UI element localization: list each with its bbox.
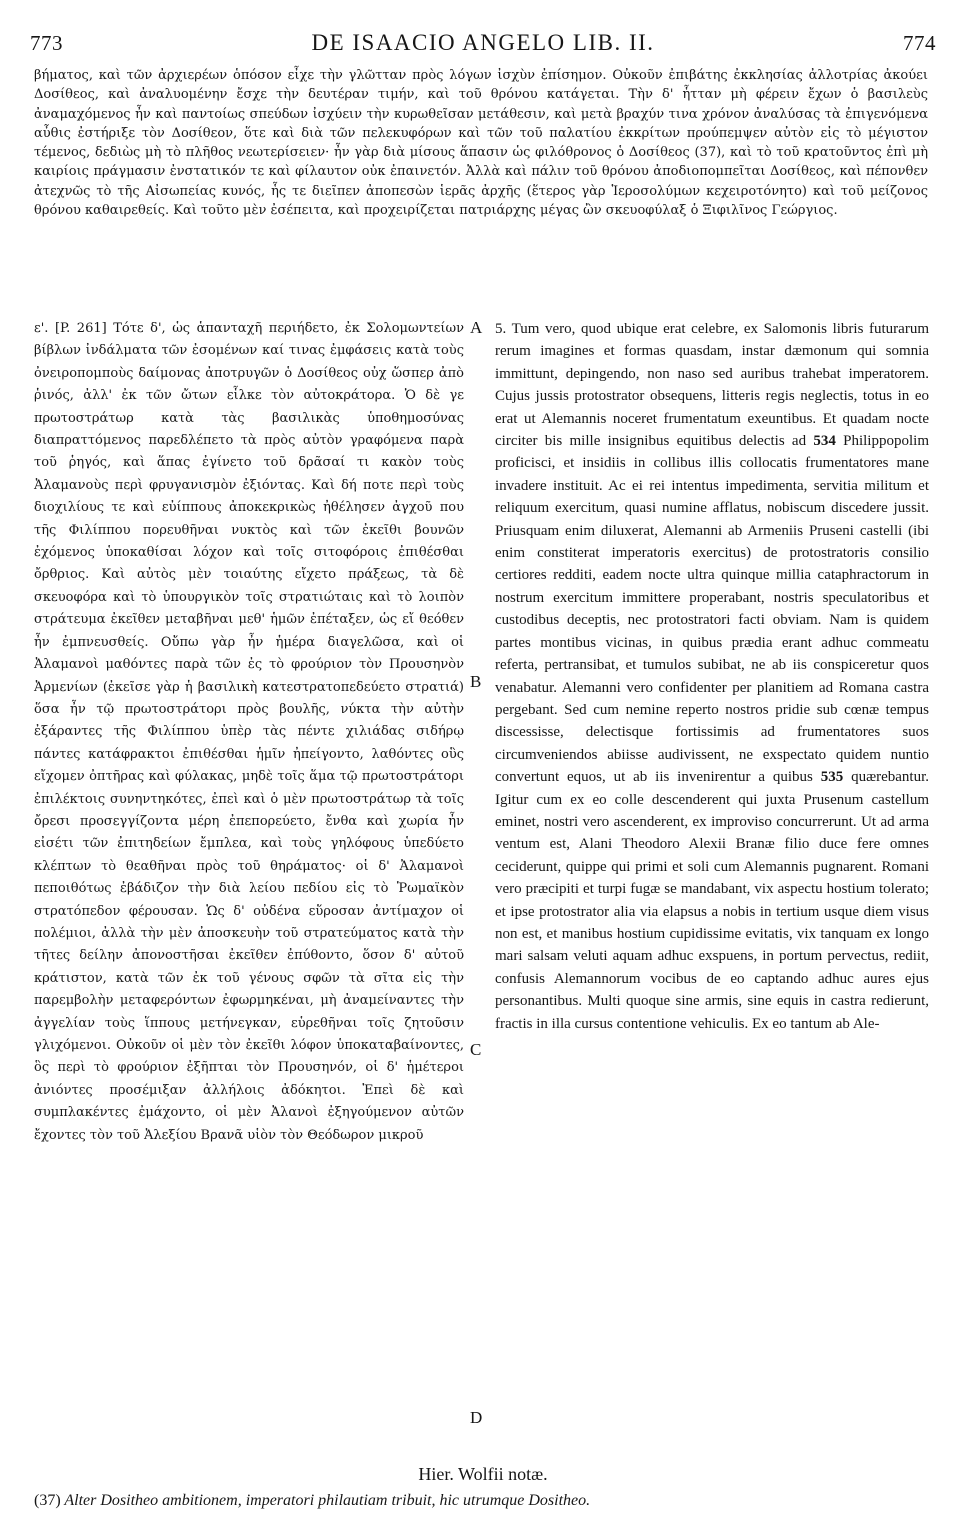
margin-letter: C bbox=[470, 1040, 482, 1059]
latin-text-part: 5. Tum vero, quod ubique erat celebre, ex Salomonis libris futurarum rerum imagines et formas quasdam, instar dæmonum qui somnia immittunt, depingendo, non naso sed auribus trahebat imperatorem. Cujus jussis protostrator obsequens, litteris regis neglectis, totus in eo erat ut Alemannis noceret frumentatum exeuntibus. Et quadam nocte circiter bis mille insignibus equitibus delectis ad bbox=[495, 321, 929, 450]
latin-text-part: quærebantur. Igitur cum ex eo colle descenderent qui juxta Prusenum castellum eminet, nostri vero ascenderent, ex improviso concurrerunt. Ut ad arma ventum est, Alani Theodoro Alexii Branæ filio duce fere omnes ceciderunt, quippe qui primi et soli cum Alemannis pugnarent. Romani vero præcipiti et turpi fugæ se mandabant, vix aspectu hostium tolerato; et ipse protostrator alia via elapsus a nobis in tertium usque diem visus non est, et manibus hostium cupidissime evitatis, vix tanquam ex longo mari salsam veluti aquam adhuc exspuens, in portum pervectus, rediit, confusis Alemannorum vocibus de eo captando adhuc aures ejus personantibus. Multi quoque sine armis, sine equis in castra redierunt, fractis in illa cursus contentione vehiculis. Ex eo tantum ab Ale- bbox=[495, 769, 929, 1032]
footnote-text: Alter Dositheo ambitionem, imperatori philautiam tribuit, hic utrumque Dositheo. bbox=[64, 1492, 591, 1509]
edition-page-number: 534 bbox=[813, 433, 836, 450]
latin-text-part: Philippopolim proficisci, et insidiis in collibus illis collocatis frumentatores mane invadere instituit. Ac ei rei intentus impedimenta, servitia militum et reliquum exercitum, quasi numine afflatus, nobiscum discedere jussit. Priusquam enim diluxerat, Alemanni ab Armeniis Pruseni castelli (ibi enim constiterat imperatoris exercitus) de protostratoris consilio certiores redditi, eadem nocte ultra quinque millia cataphractorum in nostrum exercitum immittere properabant, nostris speculatoribus et custodibus deceptis, nec protostratori facti obviam. Nam is quidem partes montibus vicinas, in quibus prædia erant adhuc commeatu referta, pertransibat, et tumulos subibat, ne ab iis conspiceretur quos venabatur. Alemanni vero confidenter per planitiem ad Romana castra pergebant. Sed cum nemine reperto nostros pridie sub cœnæ tempus discessisse, delectisque fortissimis ad frumentatores suos circumveniendos abiisse audivissent, ne exspectato quidem nuntio convertunt equos, ut ab iis invenirentur a quibus bbox=[495, 433, 929, 786]
greek-column bbox=[34, 318, 464, 1147]
edition-page-number: 535 bbox=[820, 769, 844, 786]
footnote bbox=[34, 1492, 934, 1510]
footnote-ref: (37) bbox=[34, 1492, 61, 1509]
greek-top-text: βήματος, καὶ τῶν ἀρχιερέων ὁπόσον εἶχε τὴν γλῶτταν πρὸς λόγων ἰσχὺν ἐπίσημον. Οὐκοῦν ἐπιβάτης ἐκκλησίας ἀλλοτρίας ἀκούει Δοσίθεος, καὶ ἀναλυομένην ἔσχε τὴν δευτέραν τιμήν, καὶ τοῦ θρόνου κατάγεται. Τὴν δ' ἧτταν μὴ φέρειν ἔχων ὁ βασιλεὺς ἀναμαχόμενος ἦν καὶ παντοίως σπεύδων ἰσχύειν τὴν κυρωθεῖσαν μετάθεσιν, καὶ μετὰ βραχύν τινα χρόνον ἀναλύσας τὰ ἐπιγενόμενα αὖθις ἐστήριξε τὸν Δοσίθεον, ὅτε καὶ διὰ τῶν πελεκυφόρων καὶ τῶν τοῦ παλατίου ἐκκρίτων προύπεμψεν αὐτὸν εἰς τὸ μέγιστον τέμενος, δεδιὼς μὴ τὸ πλῆθος νεωτερίσειεν· ἦν γὰρ διὰ μίσους ἅπασιν ὡς φιλόθρονος ὁ Δοσίθεος (37), καὶ τὸ τοῦ κρατοῦντος ἐπὶ μὴ καιρίοις πράγμασιν ἐνστατικόν τε καὶ φίλαυτον οὐκ ἐπαινετόν. Ἀλλὰ καὶ πάλιν τοῦ θρόνου ἀποδιοπομπεῖται Δοσίθεος, καὶ πέπονθεν ἀτεχνῶς τὸ τῆς Αἰσωπείας κυνός, ἧς τε διεῖπεν ἀποπεσὼν ἱερᾶς ἀρχῆς (ἕτερος γὰρ Ἱεροσολύμων κεχειροτόνητο) καὶ τοῦ μείζονος θρόνου καθαιρεθείς. Καὶ τοῦτο μὲν ἐσέπειτα, καὶ προχειρίζεται πατριάρχης μέγας ὢν σκευοφύλαξ ὁ Ξιφιλῖνος Γεώργιος. bbox=[34, 68, 928, 219]
greek-column-text: ε'. [P. 261] Τότε δ', ὡς ἁπανταχῆ περιήδετο, ἐκ Σολομωντείων βίβλων ἰνδάλματα τῶν ἐσομένων καί τινας ἐμφάσεις κατὰ τοὺς ὀνειροπομποὺς δαίμονας ἀποτρυγῶν ὁ Δοσίθεος οὐχ ὥσπερ ἀπὸ ῥινός, ἀλλ' ἐκ τῶν ὤτων εἷλκε τὸν αὐτοκράτορα. Ὁ δὲ γε πρωτοστράτωρ κατὰ τὰς βασιλικὰς ὑποθημοσύνας διαπραττόμενος παρεδλέπετο τὰ πρὸς αὐτὸν γραφόμενα παρὰ τοῦ ῥηγός, καὶ ἅπας ἐγίνετο τοῦ δρᾶσαί τι κακὸν τοὺς Ἀλαμανοὺς περὶ φρυγανισμὸν ἐξιόντας. Καὶ δή ποτε περὶ τοὺς διοχιλίους τε καὶ εὐίππους ἀποκεκρικὼς ἠθέλησεν ἀγχοῦ που τῆς Φιλίππου πορευθῆναι νυκτὸς καὶ τῶν ἐκεῖθι βουνῶν ἐχόμενος ὑποκαθίσαι λόχον καὶ τοῖς σιτοφόροις ἐπιθέσθαι ὄρθριος. Καὶ αὐτὸς μὲν τοιαύτης εἴχετο πράξεως, τὰ δὲ σκευοφόρα καὶ τὸ ὑπουργικὸν τοῖς στρατιώταις καὶ τὸ λοιπὸν στράτευμα ἐκεῖθεν μεταβῆναι μεθ' ἡμῶν ἐπέταξεν, ὡς εἴ θεόθεν ἦν ἐμπνευσθείς. Οὔπω γὰρ ἦν ἡμέρα διαγελῶσα, καὶ οἱ Ἀλαμανοὶ μαθόντες παρὰ τῶν ἐς τὸ φρούριον τὸν Προυσηνὸν Ἀρμενίων (ἐκεῖσε γὰρ ἡ βασιλικὴ κατεστρατοπεδεύετο στρατιά) ὅσα ἦν τῷ πρωτοστράτορι πρὸς βουλῆς, νύκτα τὴν αὐτὴν ἐξάραντες τῆς Φιλίππου ὑπὲρ τὰς πέντε χιλιάδας σιδήρῳ πάντες κατάφρακτοι ἐπιθέσθαι ἡμῖν ἠπείγοντο, λαθόντες οὓς εἴχομεν ὀπτῆρας καὶ φύλακας, μηδὲ τοῖς ἅμα τῷ πρωτοστράτορι ἐπιλέκτοις συνηντηκότες, ἐπεὶ καὶ ὁ μὲν πρωτοστράτωρ τὰ τοῖς ὄρεσι προσεγγίζοντα μέρη ἐπεπορεύετο, ἔνθα καὶ χωρία ἦν εἰσέτι τῶν ἐπιτηδείων ἔμπλεα, καὶ τοὺς γηλόφους ὑπεδύετο κλέπτων τὸ θεαθῆναι πρὸς τοῦ θηράματος· οἱ δ' Ἀλαμανοὶ πεποιθότως ἐβάδιζον τὴν διὰ λείου πεδίου εἰς τὸ Ῥωμαϊκὸν στρατόπεδον φέρουσαν. Ὡς δ' οὐδένα εὕροσαν ἀντίμαχον οἱ πολέμιοι, ἀλλὰ τὴν μὲν ἀποσκευὴν τοῦ στρατεύματος κατὰ τὴν τῆτες δείλην ἀπονοστῆσαι ἐκεῖθεν ἐπύθοντο, ὅσον δ' αὐτοῦ κράτιστον, κατὰ τῶν ἐκ τοῦ γένους σφῶν τὰ σῖτα εἰς τὴν παρεμβολὴν μεταφερόντων ἐφωρμηκέναι, μὴ ἀναμείναντες τὴν ἀγγελίαν τοὺς ἵππους μετήνεγκαν, εὑρεθῆναι τοῖς ζητοῦσιν γλιχόμενοι. Οὐκοῦν οἱ μὲν τὸν ἐκεῖθι λόφον ὑποκαταβαίνοντες, ὃς περὶ τὸ φρούριον ἐξῆπται τὸν Προυσηνόν, οἱ δ' ἡμέτεροι ἀνιόντες προσέμιξαν ἀλλήλοις ἀδόκητοι. Ἐπεὶ δὲ καὶ συμπλακέντες ἐμάχοντο, οἱ μὲν Ἀλανοὶ ἐξηγούμενον αὐτῶν ἔχοντες τὸν τοῦ Ἀλεξίου Βρανᾶ υἱὸν τὸν Θεόδωρον μικροῦ bbox=[34, 321, 464, 1143]
margin-letter: A bbox=[470, 318, 483, 337]
notes-heading: Hier. Wolfii notæ. bbox=[418, 1464, 548, 1484]
margin-letter: B bbox=[470, 672, 482, 691]
greek-full-width-paragraph bbox=[34, 66, 928, 220]
latin-column-paragraph bbox=[495, 318, 929, 1035]
margin-letter: D bbox=[470, 1408, 483, 1427]
page-number-right: 774 bbox=[902, 31, 936, 55]
latin-column bbox=[495, 318, 929, 1035]
page-number-left: 773 bbox=[30, 31, 63, 55]
running-title: DE ISAACIO ANGELO LIB. II. bbox=[311, 30, 655, 55]
running-head bbox=[30, 30, 936, 60]
